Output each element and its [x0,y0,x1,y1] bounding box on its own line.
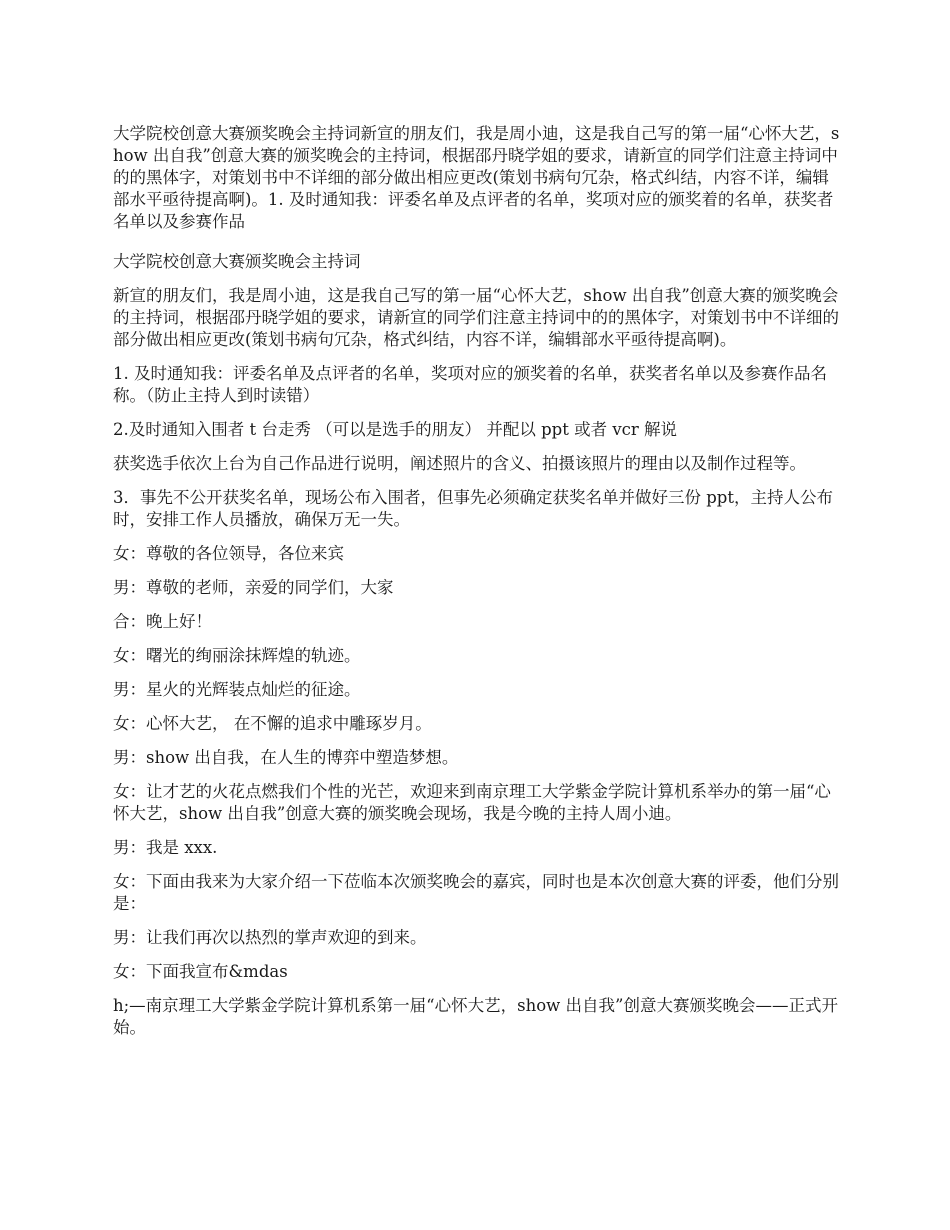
script-line: 女：心怀大艺， 在不懈的追求中雕琢岁月。 [113,714,432,733]
script-line: h;—南京理工大学紫金学院计算机系第一届“心怀大艺，show 出自我”创意大赛颁奖晚会——正式开始。 [113,996,838,1037]
instruction-item-1: 1. 及时通知我：评委名单及点评者的名单，奖项对应的颁奖着的名单，获奖者名单以及参赛作品名称。（防止主持人到时读错） [113,364,827,405]
script-line: 男：我是 xxx. [113,838,218,857]
script-line: 合：晚上好！ [113,612,212,631]
script-line: 男：星火的光辉装点灿烂的征途。 [113,680,361,699]
document-title: 大学院校创意大赛颁奖晚会主持词 [113,252,361,271]
instruction-item-3: 3．事先不公开获奖名单，现场公布入围者，但事先必须确定获奖名单并做好三份 ppt，主持人公布时，安排工作人员播放，确保万无一失。 [113,488,833,529]
script-line: 女：尊敬的各位领导，各位来宾 [113,544,344,563]
script-line: 男：让我们再次以热烈的掌声欢迎的到来。 [113,928,427,947]
script-line: 男：尊敬的老师，亲爱的同学们，大家 [113,578,394,597]
script-line: 女：让才艺的火花点燃我们个性的光芒，欢迎来到南京理工大学紫金学院计算机系举办的第一届“心怀大艺，show 出自我”创意大赛的颁奖晚会现场，我是今晚的主持人周小迪。 [113,782,831,823]
script-line: 女：下面由我来为大家介绍一下莅临本次颁奖晚会的嘉宾，同时也是本次创意大赛的评委，他们分别是： [113,872,839,913]
script-line: 男：show 出自我，在人生的博弈中塑造梦想。 [113,748,459,767]
greeting-paragraph: 新宣的朋友们，我是周小迪，这是我自己写的第一届“心怀大艺，show 出自我”创意大赛的颁奖晚会的主持词，根据邵丹晓学姐的要求，请新宣的同学们注意主持词中的的黑体字，对策划书中不详细的部分做出相应更改(策划书病句冗杂，格式纠结，内容不详，编辑部水平亟待提高啊)。 [113,286,839,349]
instruction-note: 获奖选手依次上台为自己作品进行说明，阐述照片的含义、拍摄该照片的理由以及制作过程等。 [113,454,806,473]
script-line: 女：下面我宣布&mdas [113,962,288,981]
script-line: 女：曙光的绚丽涂抹辉煌的轨迹。 [113,646,361,665]
instruction-item-2: 2.及时通知入围者 t 台走秀 （可以是选手的朋友） 并配以 ppt 或者 vcr 解说 [113,420,678,439]
intro-paragraph: 大学院校创意大赛颁奖晚会主持词新宣的朋友们，我是周小迪，这是我自己写的第一届“心怀大艺，show 出自我”创意大赛的颁奖晚会的主持词，根据邵丹晓学姐的要求，请新宣的同学们注意主持词中的的黑体字，对策划书中不详细的部分做出相应更改(策划书病句冗杂，格式纠结，内容不详，编辑部水平亟待提高啊)。1. 及时通知我：评委名单及点评者的名单，奖项对应的颁奖着的名单，获奖者名单以及参赛作品 [113,124,840,231]
document-page [113,123,843,1051]
